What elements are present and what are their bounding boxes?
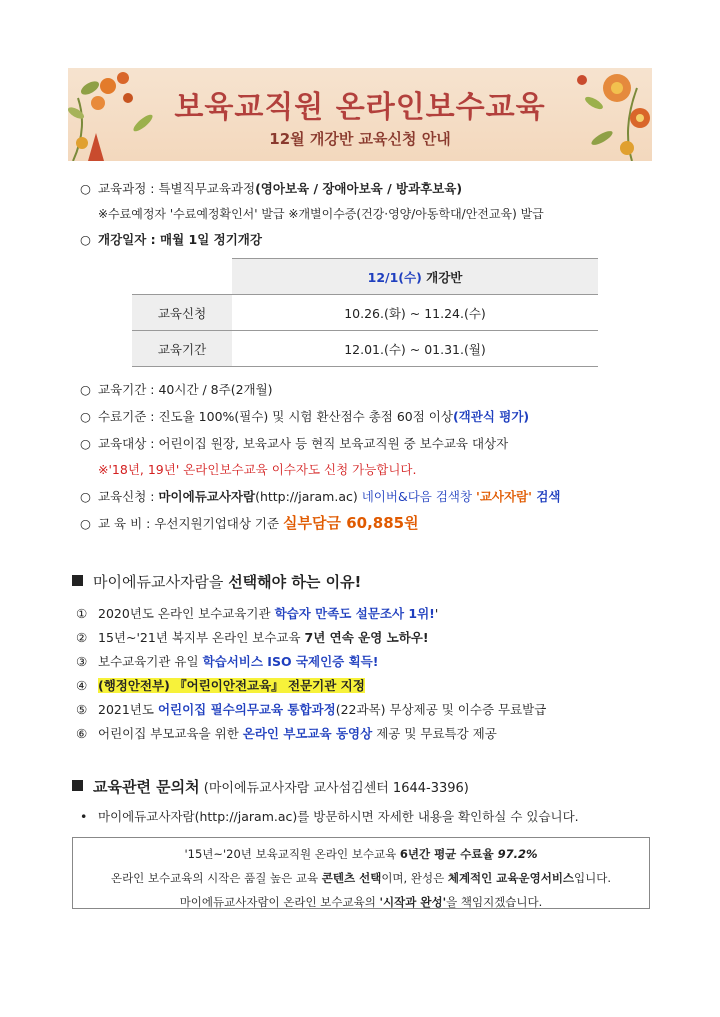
course-line — [80, 179, 462, 197]
contact-title: 교육관련 문의처 — [93, 778, 200, 796]
fee-value: 실부담금 60,885원 — [283, 514, 419, 532]
schedule-header — [232, 259, 598, 295]
item-highlight: 7년 연속 운영 노하우! — [304, 630, 429, 645]
summary-text: '15년~'20년 보육교직원 온라인 보수교육 — [184, 847, 400, 861]
duration-line — [80, 380, 273, 398]
summary-bold-3: '시작과 완성' — [379, 895, 447, 909]
banner-title: 보육교직원 온라인보수교육 — [174, 90, 546, 125]
circle-bullet-icon: ○ — [80, 409, 91, 424]
circle-bullet-icon: ○ — [80, 516, 91, 531]
apply-search-hint: 네이버&다음 검색창 — [357, 489, 477, 504]
row-label: 교육기간 — [132, 331, 232, 367]
schedule-table — [132, 258, 598, 367]
square-bullet-icon — [72, 575, 83, 586]
item-highlight: 학습자 만족도 설문조사 1위! — [274, 606, 435, 621]
item-text-after: ' — [434, 606, 439, 621]
schedule-header-row — [132, 259, 598, 295]
summary-line-1 — [73, 846, 649, 862]
reasons-heading — [72, 571, 361, 592]
list-item — [76, 700, 546, 718]
target-note: ※'18년, 19년' 온라인보수교육 이수자도 신청 가능합니다. — [98, 462, 417, 477]
summary-text: 마이에듀교사자람이 온라인 보수교육의 — [179, 895, 380, 909]
list-item — [76, 676, 365, 694]
summary-line-2 — [73, 870, 649, 886]
contact-detail: (마이에듀교사자람 교사섬김센터 1644-3396) — [199, 781, 469, 796]
item-number: ⑤ — [76, 702, 88, 717]
item-text: 어린이집 부모교육을 위한 — [98, 726, 243, 741]
row-value: 10.26.(화) ~ 11.24.(수) — [232, 295, 598, 331]
circle-bullet-icon: ○ — [80, 232, 91, 247]
list-item — [76, 652, 378, 670]
circle-bullet-icon: ○ — [80, 382, 91, 397]
summary-bold-1: 콘텐츠 선택 — [321, 871, 382, 885]
apply-url[interactable]: (http://jaram.ac) — [255, 489, 358, 504]
target-text: 교육대상 : 어린이집 원장, 보육교사 등 현직 보육교직원 중 보수교육 대상자 — [98, 436, 509, 451]
banner-subtitle: 12월 개강반 교육신청 안내 — [269, 130, 451, 148]
item-text-after: (22과목) 무상제공 및 이수증 무료발급 — [335, 702, 547, 717]
table-row — [132, 295, 598, 331]
summary-text: 온라인 보수교육의 시작은 품질 높은 교육 — [110, 871, 322, 885]
completion-eval: (객관식 평가) — [452, 409, 530, 424]
dot-bullet-icon: • — [80, 809, 88, 824]
item-number: ② — [76, 630, 88, 645]
summary-text: 입니다. — [574, 871, 612, 885]
completion-line — [80, 407, 529, 425]
apply-label: 교육신청 : — [98, 489, 159, 504]
item-highlight: 온라인 부모교육 동영상 — [242, 726, 373, 741]
apply-search: 검색 — [532, 489, 561, 504]
item-text: 2021년도 — [98, 702, 158, 717]
apply-site: 마이에듀교사자람 — [158, 489, 256, 504]
circle-bullet-icon: ○ — [80, 489, 91, 504]
opening-line — [80, 230, 262, 248]
reasons-title-bold: 선택해야 하는 이유! — [228, 573, 362, 591]
item-text: 15년~'21년 복지부 온라인 보수교육 — [98, 630, 305, 645]
table-row — [132, 331, 598, 367]
item-number: ⑥ — [76, 726, 88, 741]
apply-line — [80, 487, 561, 505]
fee-line — [80, 512, 419, 533]
item-highlight: 어린이집 필수의무교육 통합과정 — [157, 702, 336, 717]
opening-text: 개강일자 : 매월 1일 정기개강 — [98, 232, 262, 247]
summary-bold-2: 체계적인 교육운영서비스 — [447, 871, 575, 885]
item-highlight: 『어린이안전교육』 전문기관 지정 — [174, 678, 365, 693]
item-number: ④ — [76, 678, 88, 693]
duration-text: 교육기간 : 40시간 / 8주(2개월) — [98, 382, 273, 397]
item-highlight: 학습서비스 ISO 국제인증 획득! — [202, 654, 379, 669]
contact-heading — [72, 776, 469, 797]
square-bullet-icon — [72, 780, 83, 791]
row-value: 12.01.(수) ~ 01.31.(월) — [232, 331, 598, 367]
circle-bullet-icon: ○ — [80, 181, 91, 196]
item-number: ① — [76, 606, 88, 621]
summary-text: 을 책임지겠습니다. — [446, 895, 543, 909]
summary-box — [72, 837, 650, 909]
course-text: 특별직무교육과정 — [158, 181, 256, 196]
fee-label: 교 육 비 : 우선지원기업대상 기준 — [98, 516, 284, 531]
item-text: (행정안전부) — [98, 678, 175, 693]
list-item — [76, 724, 497, 742]
contact-note: 마이에듀교사자람(http://jaram.ac)를 방문하시면 자세한 내용을 확인하실 수 있습니다. — [98, 809, 579, 824]
completion-text: 수료기준 : 진도율 100%(필수) 및 시험 환산점수 총점 60점 이상 — [98, 409, 453, 424]
schedule-header-label: 개강반 — [421, 269, 463, 285]
contact-note-line — [80, 807, 579, 825]
row-label: 교육신청 — [132, 295, 232, 331]
summary-rate: 97.2% — [497, 847, 538, 861]
apply-keyword: '교사자람' — [476, 489, 532, 504]
item-text: 2020년도 온라인 보수교육기관 — [98, 606, 275, 621]
item-text-after: 제공 및 무료특강 제공 — [372, 726, 497, 741]
summary-text: 이며, 완성은 — [381, 871, 448, 885]
item-text: 보수교육기관 유일 — [98, 654, 203, 669]
item-number: ③ — [76, 654, 88, 669]
target-line — [80, 434, 508, 452]
circle-bullet-icon: ○ — [80, 436, 91, 451]
summary-line-3 — [73, 894, 649, 910]
course-note: ※수료예정자 '수료예정확인서' 발급 ※개별이수증(건강·영양/아동학대/안전교육) 발급 — [98, 207, 544, 221]
schedule-header-blank — [132, 259, 232, 295]
list-item — [76, 628, 429, 646]
list-item — [76, 604, 438, 622]
course-label: 교육과정 : — [98, 181, 159, 196]
header-banner — [68, 68, 652, 161]
reasons-title-normal: 마이에듀교사자람을 — [93, 573, 229, 591]
summary-rate-label: 6년간 평균 수료율 — [399, 847, 498, 861]
course-types: (영아보육 / 장애아보육 / 방과후보육) — [255, 181, 463, 196]
schedule-header-date: 12/1(수) — [367, 269, 422, 285]
